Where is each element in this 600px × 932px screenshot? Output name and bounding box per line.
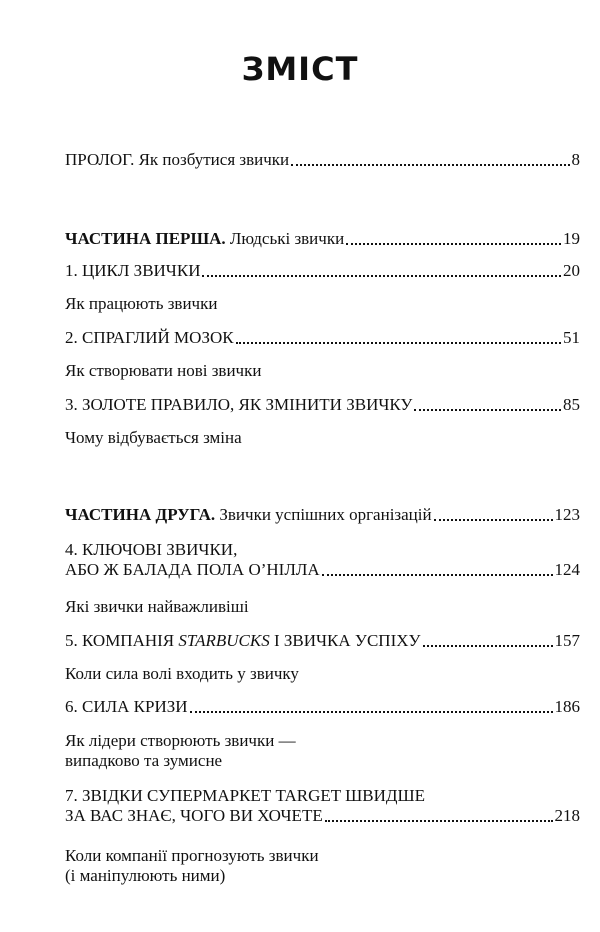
page-title: ЗМІСТ xyxy=(241,50,359,88)
toc-entry-prologue xyxy=(65,150,580,170)
toc-part-one xyxy=(65,229,580,249)
chapter-description: Коли сила волі входить у звичку xyxy=(65,664,299,683)
dot-leader xyxy=(423,631,553,647)
toc-entry-label: АБО Ж БАЛАДА ПОЛА О’НІЛЛА xyxy=(65,560,320,579)
toc-entry-chapter-7 xyxy=(65,786,580,826)
chapter-description: Як створювати нові звички xyxy=(65,361,262,380)
chapter-description-line: Як лідери створюють звички — xyxy=(65,731,296,750)
dot-leader xyxy=(434,505,553,521)
chapter-description: Як працюють звички xyxy=(65,294,218,313)
dot-leader xyxy=(190,697,553,713)
page-number: 19 xyxy=(563,229,580,248)
page-number: 186 xyxy=(554,697,580,716)
dot-leader xyxy=(236,328,561,344)
toc-entry-label: 2. СПРАГЛИЙ МОЗОК xyxy=(65,328,234,347)
chapter-description xyxy=(65,846,580,886)
toc-entry-chapter-3 xyxy=(65,395,580,415)
dot-leader xyxy=(322,560,553,576)
toc-entry-chapter-6 xyxy=(65,697,580,717)
dot-leader xyxy=(202,261,561,277)
dot-leader xyxy=(414,395,561,411)
toc-entry-label: 1. ЦИКЛ ЗВИЧКИ xyxy=(65,261,201,280)
toc-entry-label: ПРОЛОГ. Як позбутися звички xyxy=(65,150,290,169)
chapter-description-line: Коли компанії прогнозують звички xyxy=(65,846,319,865)
part-subtitle: Звички успішних організацій xyxy=(219,505,432,524)
dot-leader xyxy=(346,229,561,245)
page-number: 123 xyxy=(554,505,580,524)
toc-entry-chapter-4 xyxy=(65,540,580,580)
toc-entry-chapter-5 xyxy=(65,631,580,651)
part-heading: ЧАСТИНА ДРУГА. xyxy=(65,505,216,524)
chapter-description: Які звички найважливіші xyxy=(65,597,249,616)
toc-entry-chapter-2 xyxy=(65,328,580,348)
page-number: 51 xyxy=(563,328,580,347)
page-number: 8 xyxy=(571,150,580,169)
brand-name: STARBUCKS xyxy=(178,631,270,650)
page-number: 124 xyxy=(554,560,580,579)
toc-entry-label: ЗА ВАС ЗНАЄ, ЧОГО ВИ ХОЧЕТЕ xyxy=(65,806,323,825)
dot-leader xyxy=(291,150,569,166)
toc-entry-label: 4. КЛЮЧОВІ ЗВИЧКИ, xyxy=(65,540,238,559)
page-number: 85 xyxy=(563,395,580,414)
part-heading: ЧАСТИНА ПЕРША. xyxy=(65,229,226,248)
toc-entry-label: І ЗВИЧКА УСПІХУ xyxy=(269,631,421,650)
chapter-description xyxy=(65,731,580,771)
toc-entry-label: 6. СИЛА КРИЗИ xyxy=(65,697,188,716)
chapter-description-line: випадково та зумисне xyxy=(65,751,223,770)
page-number: 218 xyxy=(554,806,580,825)
part-subtitle: Людські звички xyxy=(229,229,345,248)
toc-entry-label: 7. ЗВІДКИ СУПЕРМАРКЕТ TARGET ШВИДШЕ xyxy=(65,786,425,805)
toc-part-two xyxy=(65,505,580,525)
chapter-description: Чому відбувається зміна xyxy=(65,428,242,447)
page-number: 20 xyxy=(563,261,580,280)
toc-entry-label: 3. ЗОЛОТЕ ПРАВИЛО, ЯК ЗМІНИТИ ЗВИЧКУ xyxy=(65,395,413,414)
chapter-description-line: (і маніпулюють ними) xyxy=(65,866,226,885)
page-number: 157 xyxy=(554,631,580,650)
toc-entry-chapter-1 xyxy=(65,261,580,281)
toc-entry-label: 5. КОМПАНІЯ xyxy=(65,631,179,650)
dot-leader xyxy=(325,806,553,822)
